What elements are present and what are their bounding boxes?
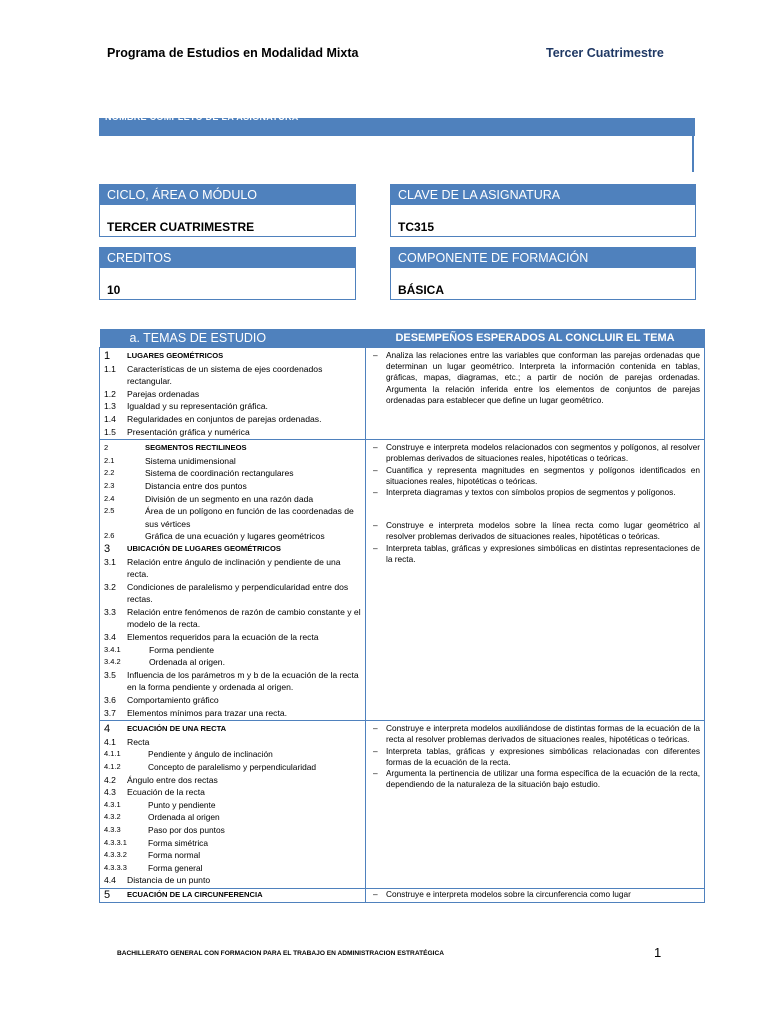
topic-item: 3.1 Relación entre ángulo de inclinación y pendiente de una recta. <box>104 556 341 580</box>
topics-cell <box>100 721 366 889</box>
performance-cell <box>366 721 705 889</box>
topic-item: 4.1.2 Concepto de paralelismo y perpendicularidad <box>104 762 317 772</box>
topics-cell <box>100 440 366 721</box>
component-field-title: COMPONENTE DE FORMACIÓN <box>391 248 695 268</box>
topic-item: 1.5 Presentación gráfica y numérica <box>104 426 250 437</box>
credits-field-title: CREDITOS <box>100 248 355 268</box>
topic-item: 4.3 Ecuación de la recta <box>104 787 205 798</box>
cycle-field-title: CICLO, ÁREA O MÓDULO <box>100 185 355 205</box>
program-title: Programa de Estudios en Modalidad Mixta <box>107 46 359 60</box>
cycle-field <box>99 184 356 237</box>
performance-item: – Construye e interpreta modelos auxiliándose de distintas formas de la ecuación de la recta al resolver problemas derivados de situaciones reales, hipotéticas o teóricas. <box>386 723 700 745</box>
topic-item: 1 LUGARES GEOMÉTRICOS <box>104 350 224 362</box>
performance-item: – Construye e interpreta modelos sobre la línea recta como lugar geométrico al resolver problemas derivados de situaciones reales, hipotéticas o teóricas. <box>386 520 700 542</box>
page-number: 1 <box>654 945 662 960</box>
table-row <box>100 721 705 889</box>
topic-item: 3.4.2 Ordenada al origen. <box>104 657 225 668</box>
credits-field <box>99 247 356 300</box>
topic-item: 4.3.3.3 Forma general <box>104 862 203 873</box>
topic-item: 3.5 Influencia de los parámetros m y b de la ecuación de la recta en la forma pendiente y ordenada al origen. <box>104 669 359 693</box>
table-row <box>100 348 705 440</box>
topic-item: 3.4 Elementos requeridos para la ecuación de la recta <box>104 632 319 643</box>
topic-item: 4.1.1 Pendiente y ángulo de inclinación <box>104 749 273 760</box>
topic-item: 1.4 Regularidades en conjuntos de parejas ordenadas. <box>104 413 322 424</box>
performance-cell <box>366 888 705 902</box>
topics-table <box>99 329 705 903</box>
topic-item: 4.3.1 Punto y pendiente <box>104 799 216 810</box>
topic-item: 2.6 Gráfica de una ecuación y lugares geométricos <box>104 531 325 542</box>
topic-item: 4.3.3.2 Forma normal <box>104 850 201 861</box>
topic-item: 3 UBICACIÓN DE LUGARES GEOMÉTRICOS <box>104 542 281 555</box>
topic-item: 3.7 Elementos mínimos para trazar una recta. <box>104 707 288 718</box>
code-field-value: TC315 <box>398 220 435 234</box>
topics-cell <box>100 348 366 440</box>
topic-item: 3.2 Condiciones de paralelismo y perpendicularidad entre dos rectas. <box>104 581 349 605</box>
topics-header: a. TEMAS DE ESTUDIO <box>100 329 366 348</box>
topic-item: 2 SEGMENTOS RECTILINEOS <box>104 443 247 453</box>
topic-item: 4.3.3.1 Forma simétrica <box>104 837 209 848</box>
topic-item: 1.2 Parejas ordenadas <box>104 388 200 399</box>
code-field-title: CLAVE DE LA ASIGNATURA <box>391 185 695 205</box>
topic-item: 3.3 Relación entre fenómenos de razón de cambio constante y el modelo de la recta. <box>104 606 361 630</box>
component-field <box>390 247 696 300</box>
performance-item: – Construye e interpreta modelos relacionados con segmentos y polígonos, al resolver problemas derivados de situaciones reales, hipotéticas o teóricas. <box>386 442 700 464</box>
topic-item: 4.1 Recta <box>104 736 150 747</box>
component-field-value: BÁSICA <box>398 283 445 297</box>
topic-item: 5 ECUACIÓN DE LA CIRCUNFERENCIA <box>104 888 263 901</box>
topic-item: 1.1 Características de un sistema de ejes coordenados rectangular. <box>104 363 323 387</box>
table-row <box>100 440 705 721</box>
topics-cell <box>100 888 366 902</box>
performance-cell <box>366 348 705 440</box>
code-field <box>390 184 696 237</box>
performance-item: – Cuantifica y representa magnitudes en segmentos y polígonos identificados en situaciones reales, hipotéticas o teóricas. <box>386 465 700 487</box>
topic-item: 2.3 Distancia entre dos puntos <box>104 480 247 491</box>
performance-item: – Interpreta tablas, gráficas y expresiones simbólicas relacionadas con diferentes formas de la ecuación de la recta. <box>386 746 700 768</box>
topic-item: 4.4 Distancia de un punto <box>104 875 211 886</box>
topic-item: 4.3.3 Paso por dos puntos <box>104 824 225 835</box>
subject-name-box <box>99 112 695 172</box>
topic-item: 3.6 Comportamiento gráfico <box>104 695 219 706</box>
subject-name-edge <box>692 118 694 172</box>
performance-header: DESEMPEÑOS ESPERADOS AL CONCLUIR EL TEMA <box>366 329 705 348</box>
subject-name-bar <box>99 112 695 136</box>
table-row <box>100 888 705 902</box>
cycle-field-value: TERCER CUATRIMESTRE <box>107 220 255 234</box>
topic-item: 2.2 Sistema de coordinación rectangulares <box>104 468 294 479</box>
performance-item: – Interpreta tablas, gráficas y expresiones simbólicas en distintas representaciones de la recta. <box>386 543 700 565</box>
performance-item: – Construye e interpreta modelos sobre la circunferencia como lugar <box>386 889 700 900</box>
topic-item: 3.4.1 Forma pendiente <box>104 644 214 655</box>
performance-item: – Interpreta diagramas y textos con símbolos propios de segmentos y polígonos. <box>386 487 700 498</box>
topic-item: 4.3.2 Ordenada al origen <box>104 812 220 823</box>
topic-item: 1.3 Igualdad y su representación gráfica. <box>104 401 268 412</box>
topic-item: 2.1 Sistema unidimensional <box>104 455 236 466</box>
topic-item: 2.4 División de un segmento en una razón dada <box>104 493 314 504</box>
topic-item: 4 ECUACIÓN DE UNA RECTA <box>104 723 227 736</box>
credits-field-value: 10 <box>107 283 121 297</box>
performance-cell <box>366 440 705 721</box>
topic-item: 4.2 Ángulo entre dos rectas <box>104 774 218 785</box>
topic-item: 2.5 Área de un polígono en función de las coordenadas de sus vértices <box>104 506 354 529</box>
performance-item: – Argumenta la pertinencia de utilizar una forma específica de la ecuación de la recta, dependiendo de la naturaleza de la situación bajo estudio. <box>386 768 700 790</box>
subject-name-label: NOMBRE COMPLETO DE LA ASIGNATURA <box>105 112 299 121</box>
footer-program: BACHILLERATO GENERAL CON FORMACION PARA EL TRABAJO EN ADMINISTRACION ESTRATÉGICA <box>117 950 445 957</box>
term-title: Tercer Cuatrimestre <box>546 46 664 60</box>
performance-item: – Analiza las relaciones entre las variables que conforman las parejas ordenadas que determinan un lugar geométrico. Interpreta la información contenida en tablas, gráficas, mapas, diagramas, etc.; a partir de noción de parejas ordenadas. Argumenta la relación inferida entre los elementos de conjuntos de parejas ordenadas para establecer que define un lugar geométrico. <box>386 350 700 406</box>
